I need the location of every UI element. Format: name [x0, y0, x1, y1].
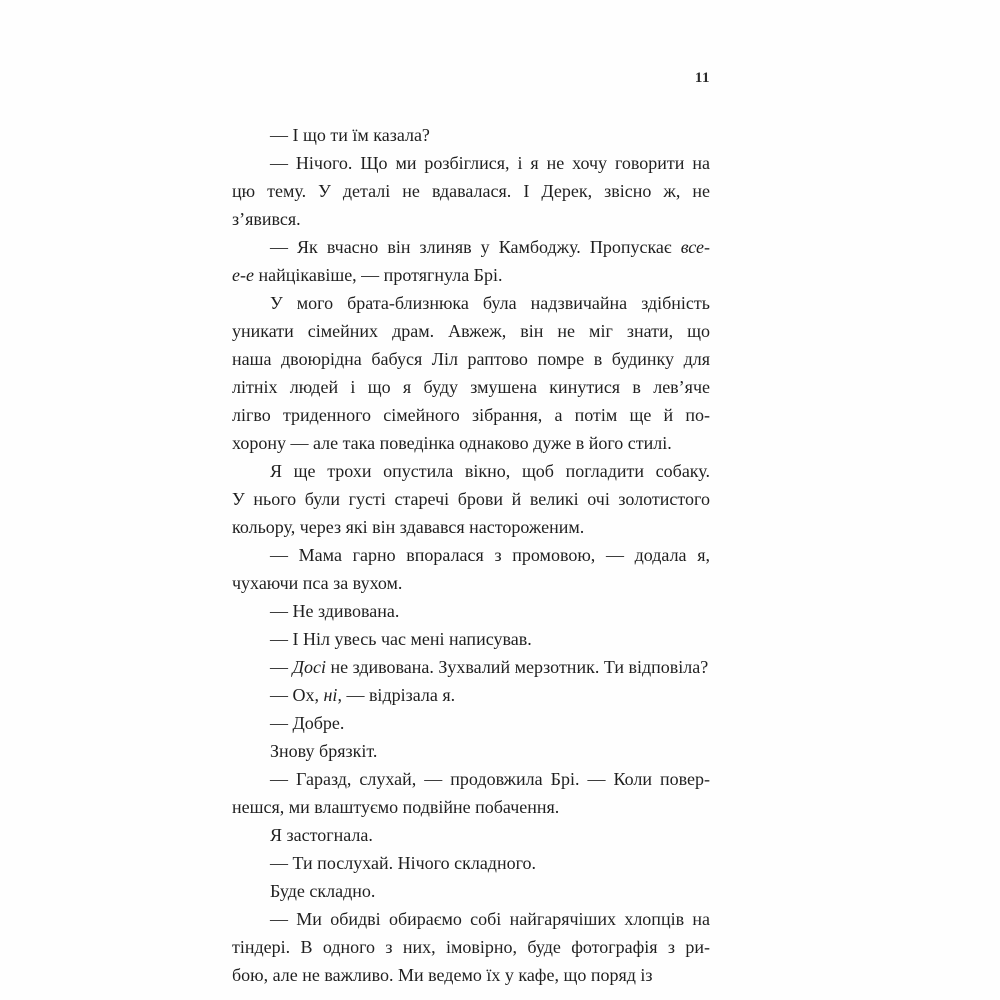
text-segment: чухаючи пса за вухом. [232, 573, 403, 593]
text-segment: Буде складно. [270, 881, 376, 901]
paragraph [232, 709, 710, 737]
paragraph [232, 849, 710, 877]
text-segment: хорону — але така поведінка однаково дуже в його стилі. [232, 433, 672, 453]
text-segment: — Мама гарно впоралася з промовою, — додала я, [270, 545, 710, 565]
italic-text-segment: Досі [292, 657, 326, 677]
text-segment: У мого брата-близнюка була надзвичайна здібність [270, 293, 710, 313]
paragraph [232, 765, 710, 821]
text-segment: тіндері. В одного з них, імовірно, буде фотографія з ри- [232, 937, 710, 957]
paragraph [232, 877, 710, 905]
text-segment: літніх людей і що я буду змушена кинутися в лев’яче [232, 377, 710, 397]
text-segment: не здивована. Зухвалий мерзотник. Ти відповіла? [325, 657, 709, 677]
text-line [232, 653, 710, 681]
text-segment: бою, але не важливо. Ми ведемо їх у кафе, що поряд із [232, 965, 653, 985]
paragraph [232, 457, 710, 541]
paragraph [232, 289, 710, 457]
paragraph [232, 625, 710, 653]
italic-text-segment: все- [680, 237, 710, 257]
page-number: 11 [694, 70, 710, 86]
text-segment: — Не здивована. [270, 601, 400, 621]
text-line [232, 485, 710, 513]
text-line [232, 597, 710, 625]
text-line [232, 121, 710, 149]
text-segment: — Ох, [270, 685, 324, 705]
text-line [232, 625, 710, 653]
text-line [232, 429, 710, 457]
paragraph [232, 905, 710, 989]
text-line [232, 317, 710, 345]
text-line [232, 149, 710, 177]
text-segment: — [270, 657, 293, 677]
text-block [232, 121, 710, 989]
text-segment: , — відрізала я. [337, 685, 456, 705]
text-line [232, 737, 710, 765]
text-line [232, 961, 710, 989]
text-segment: — Нічого. Що ми розбіглися, і я не хочу говорити на [270, 153, 710, 173]
text-line [232, 177, 710, 205]
text-line [232, 261, 710, 289]
text-segment: — Добре. [270, 713, 345, 733]
text-line [232, 681, 710, 709]
paragraph [232, 149, 710, 233]
italic-text-segment: ні [323, 685, 338, 705]
text-segment: уникати сімейних драм. Авжеж, він не міг знати, що [232, 321, 710, 341]
paragraph [232, 597, 710, 625]
paragraph [232, 121, 710, 149]
text-segment: — І Ніл увесь час мені написував. [270, 629, 532, 649]
text-line [232, 877, 710, 905]
text-line [232, 541, 710, 569]
text-segment: Знову брязкіт. [270, 741, 378, 761]
paragraph [232, 821, 710, 849]
italic-text-segment: е-е [232, 265, 254, 285]
text-line [232, 513, 710, 541]
text-line [232, 233, 710, 261]
text-segment: — Гаразд, слухай, — продовжила Брі. — Коли повер- [270, 769, 710, 789]
text-line [232, 401, 710, 429]
text-line [232, 793, 710, 821]
text-segment: — І що ти їм казала? [270, 125, 430, 145]
paragraph [232, 737, 710, 765]
text-segment: з’явився. [232, 209, 301, 229]
text-segment: нешся, ми влаштуємо подвійне побачення. [232, 797, 560, 817]
text-line [232, 205, 710, 233]
text-line [232, 821, 710, 849]
paragraph [232, 681, 710, 709]
text-line [232, 345, 710, 373]
text-segment: — Як вчасно він злиняв у Камбоджу. Пропускає [270, 237, 681, 257]
text-segment: кольору, через які він здавався настороженим. [232, 517, 585, 537]
text-segment: Я застогнала. [270, 825, 373, 845]
text-line [232, 289, 710, 317]
paragraph [232, 541, 710, 597]
text-line [232, 457, 710, 485]
text-line [232, 709, 710, 737]
text-segment: лігво триденного сімейного зібрання, а потім ще й по- [232, 405, 710, 425]
text-line [232, 905, 710, 933]
text-segment: наша двоюрідна бабуся Ліл раптово помре в будинку для [232, 349, 710, 369]
text-line [232, 569, 710, 597]
text-segment: найцікавіше, — протягнула Брі. [253, 265, 503, 285]
text-line [232, 933, 710, 961]
text-line [232, 765, 710, 793]
text-segment: — Ми обидві обираємо собі найгарячіших хлопців на [270, 909, 710, 929]
text-segment: — Ти послухай. Нічого складного. [270, 853, 537, 873]
paragraph [232, 653, 710, 681]
text-segment: цю тему. У деталі не вдавалася. І Дерек, звісно ж, не [232, 181, 710, 201]
text-segment: У нього були густі старечі брови й великі очі золотистого [232, 489, 710, 509]
text-segment: Я ще трохи опустила вікно, щоб погладити собаку. [270, 461, 710, 481]
paragraph [232, 233, 710, 289]
text-line [232, 373, 710, 401]
text-line [232, 849, 710, 877]
